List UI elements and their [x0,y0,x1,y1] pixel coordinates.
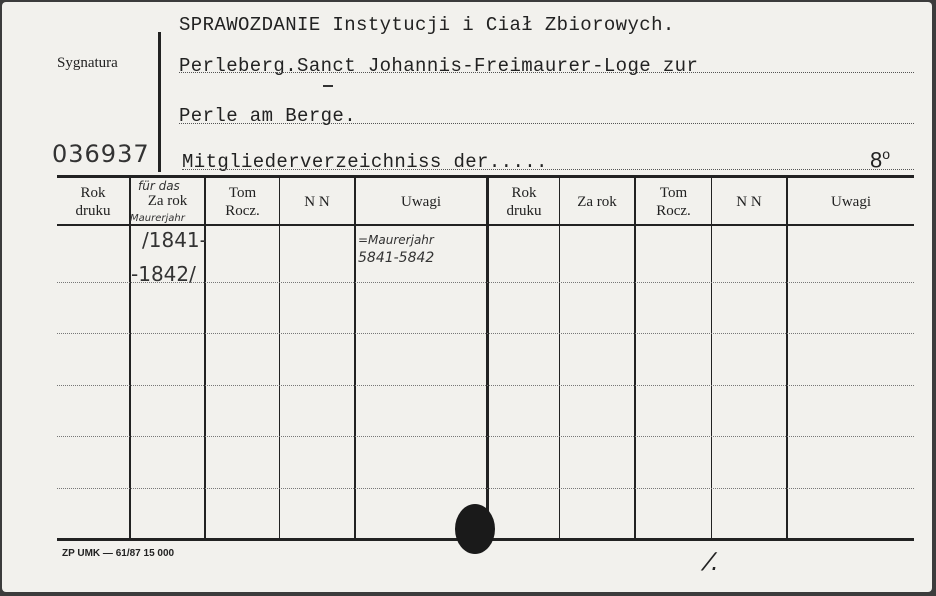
format-size: 8$^o$ [870,146,891,173]
column-divider [129,175,131,538]
print-code: ZP UMK — 61/87 15 000 [62,548,175,559]
header-uwagi: Uwagi [401,194,441,210]
column-divider [354,175,356,538]
catalog-card [2,2,932,592]
typed-underline [323,85,333,87]
dotted-rule [179,72,914,73]
column-divider [711,175,712,538]
call-number: 036937 [52,140,150,168]
column-divider [559,175,560,538]
dotted-rule [182,169,914,170]
handwritten-header-note: für das [138,179,180,193]
remark-note: 5841-5842 [358,250,435,266]
handwritten-mark: ⁄. [707,548,719,576]
column-divider-center [486,175,489,538]
entry-year-start: /1841- [142,228,207,252]
header-nn: N N [736,194,762,210]
sygnatura-label: Sygnatura [57,55,118,71]
card-heading: SPRAWOZDANIE Instytucji i Ciał Zbiorowych. [179,14,675,36]
row-divider [57,333,914,334]
header-rok-druku: Rok druku [506,185,542,219]
institution-name-line1: Perleberg.Sanct Johannis-Freimaurer-Loge zur [179,55,699,77]
column-divider [279,175,280,538]
header-tom-rocz: Tom Rocz. [656,185,691,219]
column-divider [786,175,788,538]
signature-divider [158,32,161,172]
handwritten-header-note: Maurerjahr [130,213,185,224]
header-tom-rocz: Tom Rocz. [225,185,260,219]
entry-year-end: -1842/ [131,262,196,286]
header-nn: N N [304,194,330,210]
header-za-rok: Za rok [577,194,617,210]
punch-hole [455,504,495,554]
header-za-rok: Za rok [147,193,188,209]
column-divider [634,175,636,538]
header-uwagi: Uwagi [831,194,871,210]
dotted-rule [179,123,914,124]
row-divider [57,488,914,489]
document-title: Mitgliederverzeichniss der..... [182,151,548,173]
row-divider [57,385,914,386]
row-divider [57,436,914,437]
header-rok-druku: Rok druku [75,185,111,219]
remark-note: =Maurerjahr [358,233,434,247]
institution-name-line2: Perle am Berge. [179,105,357,127]
